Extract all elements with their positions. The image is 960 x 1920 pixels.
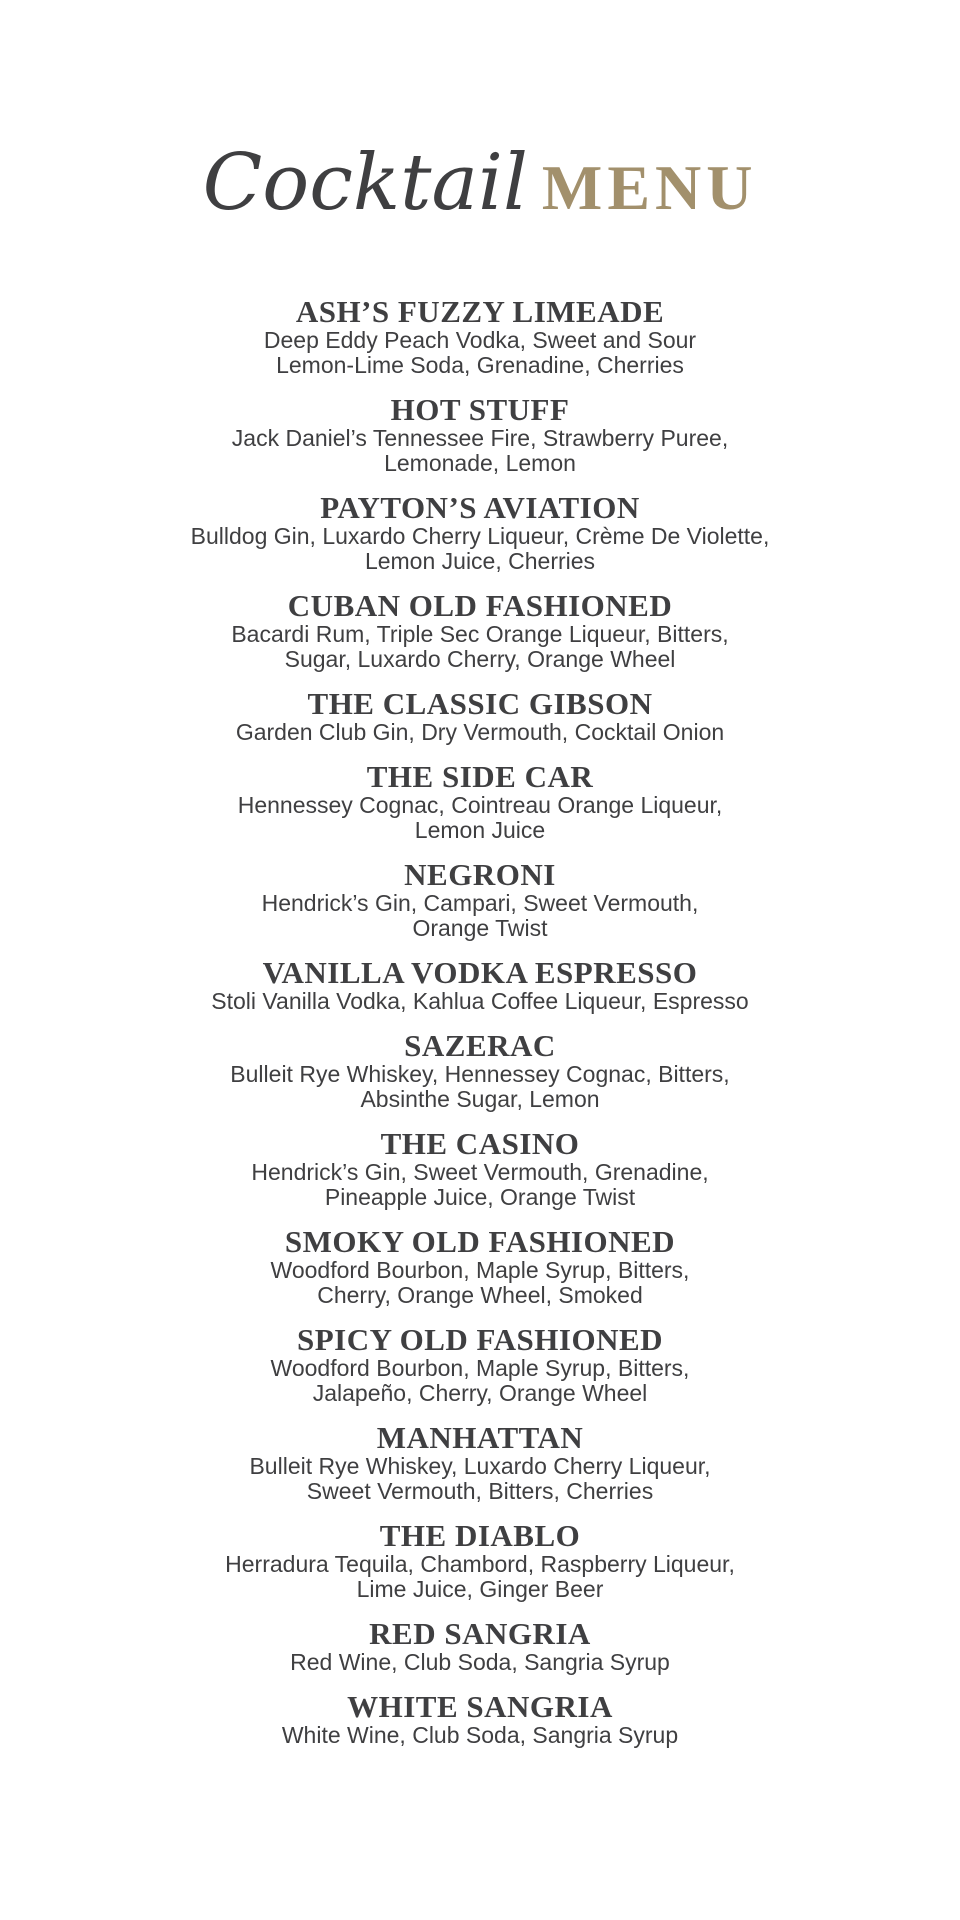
menu-item [0,688,960,745]
cocktail-name: NEGRONI [404,857,556,892]
menu-item [0,957,960,1014]
cocktail-name: WHITE SANGRIA [347,1689,613,1724]
cocktail-name: HOT STUFF [390,392,570,427]
menu-item [0,1030,960,1112]
menu-item [0,1226,960,1308]
menu-item [0,1422,960,1504]
cocktail-description: Bulldog Gin, Luxardo Cherry Liqueur, Crème De Violette, Lemon Juice, Cherries [190,523,770,574]
cocktail-description: Bulleit Rye Whiskey, Hennessey Cognac, Bitters, Absinthe Sugar, Lemon [230,1061,730,1112]
cocktail-name: VANILLA VODKA ESPRESSO [262,955,698,990]
cocktail-description: Red Wine, Club Soda, Sangria Syrup [290,1649,670,1675]
menu-item [0,296,960,378]
cocktail-description: Deep Eddy Peach Vodka, Sweet and Sour Lemon-Lime Soda, Grenadine, Cherries [263,327,697,378]
cocktail-description: Woodford Bourbon, Maple Syrup, Bitters, Cherry, Orange Wheel, Smoked [270,1257,690,1308]
cocktail-description: Jack Daniel’s Tennessee Fire, Strawberry Puree, Lemonade, Lemon [231,425,729,476]
cocktail-description: Bulleit Rye Whiskey, Luxardo Cherry Liqueur, Sweet Vermouth, Bitters, Cherries [249,1453,711,1504]
menu-item [0,1128,960,1210]
menu-item [0,492,960,574]
cocktail-name: THE CASINO [380,1126,580,1161]
cocktail-list [0,296,960,1764]
cocktail-name: SAZERAC [404,1028,556,1063]
cocktail-description: Woodford Bourbon, Maple Syrup, Bitters, Jalapeño, Cherry, Orange Wheel [270,1355,690,1406]
menu-item [0,394,960,476]
cocktail-name: THE CLASSIC GIBSON [307,686,653,721]
cocktail-description: White Wine, Club Soda, Sangria Syrup [281,1722,679,1748]
cocktail-description: Garden Club Gin, Dry Vermouth, Cocktail Onion [235,719,725,745]
menu-item [0,1691,960,1748]
cocktail-name: RED SANGRIA [369,1616,591,1651]
cocktail-description: Hendrick’s Gin, Sweet Vermouth, Grenadine, Pineapple Juice, Orange Twist [251,1159,709,1210]
cocktail-description: Hendrick’s Gin, Campari, Sweet Vermouth, Orange Twist [261,890,699,941]
menu-header [0,138,960,228]
cocktail-name: SMOKY OLD FASHIONED [284,1224,676,1259]
title-caps: MENU [541,152,758,223]
menu-item [0,1324,960,1406]
menu-item [0,590,960,672]
menu-item [0,859,960,941]
cocktail-name: CUBAN OLD FASHIONED [287,588,673,623]
cocktail-name: ASH’S FUZZY LIMEADE [295,294,665,329]
cocktail-name: MANHATTAN [376,1420,584,1455]
menu-item [0,1520,960,1602]
cocktail-description: Herradura Tequila, Chambord, Raspberry Liqueur, Lime Juice, Ginger Beer [225,1551,735,1602]
cocktail-name: THE SIDE CAR [366,759,594,794]
cocktail-name: SPICY OLD FASHIONED [296,1322,664,1357]
title-script: Cocktail [202,138,528,228]
menu-item [0,761,960,843]
cocktail-description: Hennessey Cognac, Cointreau Orange Liqueur, Lemon Juice [237,792,723,843]
menu-item [0,1618,960,1675]
cocktail-description: Stoli Vanilla Vodka, Kahlua Coffee Liqueur, Espresso [211,988,749,1014]
cocktail-name: PAYTON’S AVIATION [320,490,640,525]
cocktail-name: THE DIABLO [379,1518,581,1553]
cocktail-description: Bacardi Rum, Triple Sec Orange Liqueur, Bitters, Sugar, Luxardo Cherry, Orange Wheel [231,621,729,672]
